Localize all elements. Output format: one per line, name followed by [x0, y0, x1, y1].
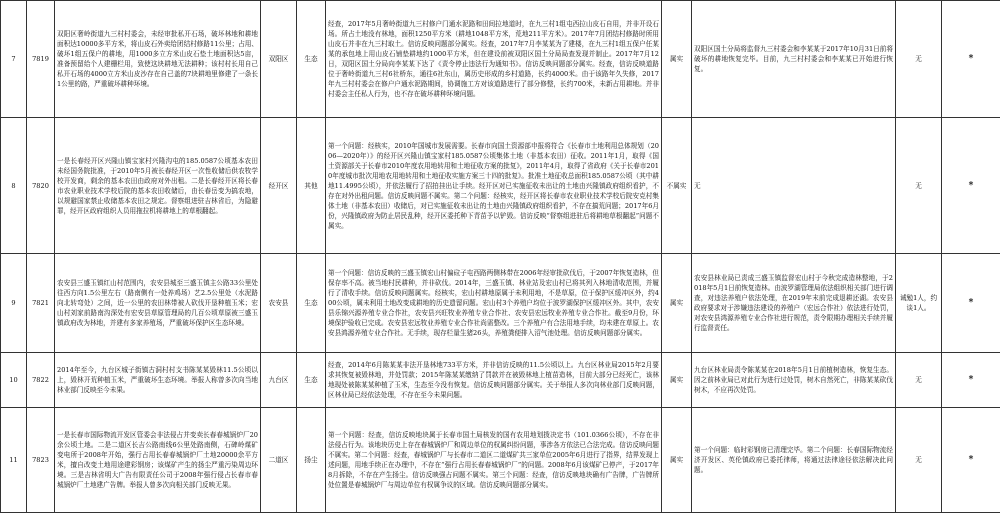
accountability: 无: [896, 118, 942, 254]
table-row: [1, 408, 1000, 513]
table-row: [1, 254, 1000, 353]
case-code: 7821: [27, 254, 55, 353]
complaint-text: 一是长春市国际物流开发区管委会非法侵占并变卖长春春城锅炉厂20余公顷土地。二是二道区长吉公路南线6公里处路南侧，石碑岭煤矿变电所于2008年开始，强行占用长春春城锅炉厂土地20000余平方米，擅自改变土地用途建彩钢房；该煤矿产生的扬尘严重污染周边环境。三是吉林省明大广告有限责任公司于2008年强行侵占长春市春城锅炉厂土地建广告牌。举报人曾多次向相关部门反映无果。: [55, 408, 261, 513]
row-seq: 10: [1, 353, 27, 408]
table-row: [1, 353, 1000, 408]
mark: *: [942, 254, 1000, 353]
district: 九台区: [261, 353, 297, 408]
mark: *: [942, 353, 1000, 408]
table-row: [1, 1, 1000, 118]
findings-text: 经查，2017年5月奢岭街道九三村修户门通水泥路和田间拉地道时，在九三村1组屯西拉山皮石自用，并非开设石场。所占土地没有林地，面积1250平方米（耕地1048平方米，荒地211平方米）。2017年7月团结村修路时所用山皮石并非在九三村取土。信访反映问题部分属实。经查，2017年7月李某某为了建楼，在九三村1组五保户任某某的承包地上用山皮石铺垫耕地约1000平方米，但在建设前被双阳区国土分局局查发现并制止。2017年7月12日，双阳区国土分局向李某某下达了《责令停止违法行为通知书》。信访反映问题部分属实。经查，信访反映道路位于奢岭街道九三村6社桥东，通往6社东山，属历史形成的乡村道路，长约4000米。由于该路年久失修，2017年九三村村委会在修户户通水泥路期间，协调施工方对该道路进行了部分修整，长约700米，未新占用耕地。并非村委会主任私人行为，也不存在破坏耕种环境问题。: [326, 1, 662, 118]
accountability: 无: [896, 353, 942, 408]
rectification-text: 双阳区国土分局将监督九三村委会和李某某于2017年10月31日前将破坏的耕地恢复完毕。目前，九三村村委会和李某某已开始进行恢复。: [692, 1, 896, 118]
row-seq: 11: [1, 408, 27, 513]
status: 属实: [662, 353, 692, 408]
complaint-text: 双阳区奢岭街道九三村村委会，未经审批私开石场，破坏林地和耕地面积达10000多平方米，将山皮石外卖给团结村修路11公里；占用、破坏1组五保户的耕地，用1000多立方米山皮石垫土地面积达5亩，准备预留给个人建栅栏用，致使这块耕地无法耕种；该村村长用自己私开石场的4000立方米山皮沙存在自己盖的7块耕地里修建了一条长1公里的路，严重破坏耕种环境。: [55, 1, 261, 118]
case-table-body: [1, 1, 1000, 513]
findings-text: 第一个问题：经查，信访反映地块属于长春市国土局核发的国有农用地划拨决定书（101.0366公顷），不存在非法侵占行为。该地块历史上存在春城锅炉厂和周边单位的权属纠纷问题，事涉各方依法已合法完成。信访反映问题不属实。第二个问题：经查，春城锅炉厂与长春市二道区二道煤矿共三家单位2005年6月进行了指界，结界发现上述问题，用地手续正在办理中，不存在“强行占用长春春城锅炉厂”的问题。2008年6月该煤矿已停产，于2017年8月拆除，不存在产生扬尘。信访反映强占问题不属实。第三个问题：经查，信访反映地块确有广告牌，广告牌所处位置是春城锅炉厂与周边单位有权属争议的区域。信访反映问题部分属实。: [326, 408, 662, 513]
case-code: 7820: [27, 118, 55, 254]
complaint-text: 农安县三盛玉镇红山村范围内，农安县城至三盛玉镇主公路33公里处往西方向1.5公里左右（路南侧有一处养鸡场）艺2.5公里处（水泥路向北转弯处）之间，近一公里的农田林带被人砍伐开垦种植玉米；宏山村刘家前路南沟深处有宏安县草原管理局的几百公顷草原被三盛玉镇政府改为林地，并建有多家养殖场，严重破坏保护区生态环境。: [55, 254, 261, 353]
rectification-text: 无: [692, 118, 896, 254]
table-row: [1, 118, 1000, 254]
case-code: 7823: [27, 408, 55, 513]
category: 扬尘: [297, 408, 326, 513]
mark: *: [942, 118, 1000, 254]
category: 生态: [297, 353, 326, 408]
category: 其他: [297, 118, 326, 254]
status: 属实: [662, 1, 692, 118]
findings-text: 第一个问题：经核实，2010年国城市发展需要。长春市向国土资源部申报将符合《长春市土地利用总体规划（2006—2020年）》的经开区兴隆山镇宝家村185.0587公顷集体土地（非基本农田）征收。2011年1月，取得《国土资源部关于长春市2010年度农用地转用和土地征收方案的批复》，2011年4月，取得了省政府《关于长春市2010年度城市批次用地农用地转用和土地征收实施方案三十四的批复》。批准土地征收总面积185.0587公顷（其中耕地11.4995公顷），并依法履行了招拍挂出让手续。经开区对已实施征收未出让的土地由兴隆镇政府组织看护，不存在对外出租问题。信访反映问题不属实。第二个问题：经核实，经开区将长春市农业职业技术学校后院安克村集体土地（非基本农田）收储后，对已实施征收未出让的土地由兴隆镇政府组织看护，不存在搞荒问题；2017年6月份，兴隆镇政府为防止居民乱种，经开区委托种下青苗予以铲毁。信访反映“督察组进驻后将耕地草根翻起”问题不属实。: [326, 118, 662, 254]
status: 属实: [662, 254, 692, 353]
rectification-text: 九台区林业局责令陈某某在2018年5月1日前植树造林，恢复生态。因之前林业局已对此行为进行过处罚，树木自然死亡，非陈某某砍伐树木，不应再次处罚。: [692, 353, 896, 408]
rectification-text: 农安县林业局已责成三盛玉镇监督宏山村于今秋完成造林整地，于2018年5月1日前恢复造林。由波罗湖管理局依法组织相关部门进行调查，对违法养殖户依法处理，在2019年末前完成退耕还湖。农安县政府要求对于涉嫌违法建设的养殖户（宏远合作社）依法进行处罚，对农安县鸿源养殖专业合作社进行规范，责令限期办理相关手续并履行监督责任。: [692, 254, 896, 353]
accountability: 无: [896, 408, 942, 513]
complaint-text: 一是长春经开区兴隆山镇宝家村兴隆沟屯的185.0587公顷基本农田未经国务院批准，于2010年5月被长春经开区一次性收储后供农牧学校开发商，剩余的基本农田由政府对外出租。二是长春经开区将长春市农业职业技术学校后院的基本农田收储后，由长春岳变为搞农地，以规避国家禁止收储基本农田之规定。督察组进驻吉林省后，为隐避罪，经开区政府组织人员用拖拉机将耕地上的草根翻起。: [55, 118, 261, 254]
status: 不属实: [662, 118, 692, 254]
category: 生态: [297, 1, 326, 118]
district: 农安县: [261, 254, 297, 353]
status: 属实: [662, 408, 692, 513]
case-code: 7822: [27, 353, 55, 408]
accountability: 诫勉1人，约谈1人。: [896, 254, 942, 353]
category: 生态: [297, 254, 326, 353]
district: 二道区: [261, 408, 297, 513]
mark: *: [942, 408, 1000, 513]
case-code: 7819: [27, 1, 55, 118]
row-seq: 9: [1, 254, 27, 353]
row-seq: 7: [1, 1, 27, 118]
row-seq: 8: [1, 118, 27, 254]
findings-text: 第一个问题：信访反映的三盛玉镇宏山村偏砬子屯西路两侧林带在2006年经审批砍伐后，于2007年恢复造林，但保存率不高。被当地村民耕种，并非砍伐。2014年，三盛玉镇、林业站及宏山村已将其列入林地清收范围，并履行了清收手续。信访反映问题属实。经核实，宏山村耕地原属于未利用地，不是草原，位于保护区缓冲区外，约400公顷，属未利用土地改变成耕地的历史遗留问题。宏山村3个养殖户均位于波罗湖保护区缓冲区外。其中，农安县乐锦兴源养殖专业合作社，农安县兴旺牧业养殖专业合作社、农安县宏远牧业养殖专业合作社。截至9月份，环境保护验收已完成。农安县宏远牧业养殖专业合作社尚需整改。三个养殖户有合法用地手续，均未建在草原上。农安县鸿源养殖专业合作社。无手续，现存栏量生猪26头，养殖粪便排入沼气池处理。信访反映问题部分属实。: [326, 254, 662, 353]
rectification-text: 第一个问题：临时彩钢房已清理完毕。第二个问题：长春国际物流经济开发区、英伦镇政府已委托律师，将通过法律途径依法解决此问题。: [692, 408, 896, 513]
district: 双阳区: [261, 1, 297, 118]
findings-text: 经查，2014年6月陈某某非法开垦林地733平方米，并非信访反映的11.5公顷以上。九台区林业局2015年2月要求其恢复被毁林地，并处罚款；2015年陈某某缴纳了罚款并在被毁林地上植苗造林，目前大部分已经死亡，该林地现处被陈某某种植了玉米，生态至今没有恢复。信访反映问题部分属实。关于举报人多次向林业部门反映问题，区林业局已经依法处理，不存在至今未果问题。: [326, 353, 662, 408]
district: 经开区: [261, 118, 297, 254]
complaint-text: 2014年至今，九台区城子街镇古洞村村支书陈某某毁林11.5公顷以上，毁林开荒种植玉米，严重破坏生态环境。举报人称曾多次向当地林业部门反映至今未果。: [55, 353, 261, 408]
accountability: 无: [896, 1, 942, 118]
mark: *: [942, 1, 1000, 118]
